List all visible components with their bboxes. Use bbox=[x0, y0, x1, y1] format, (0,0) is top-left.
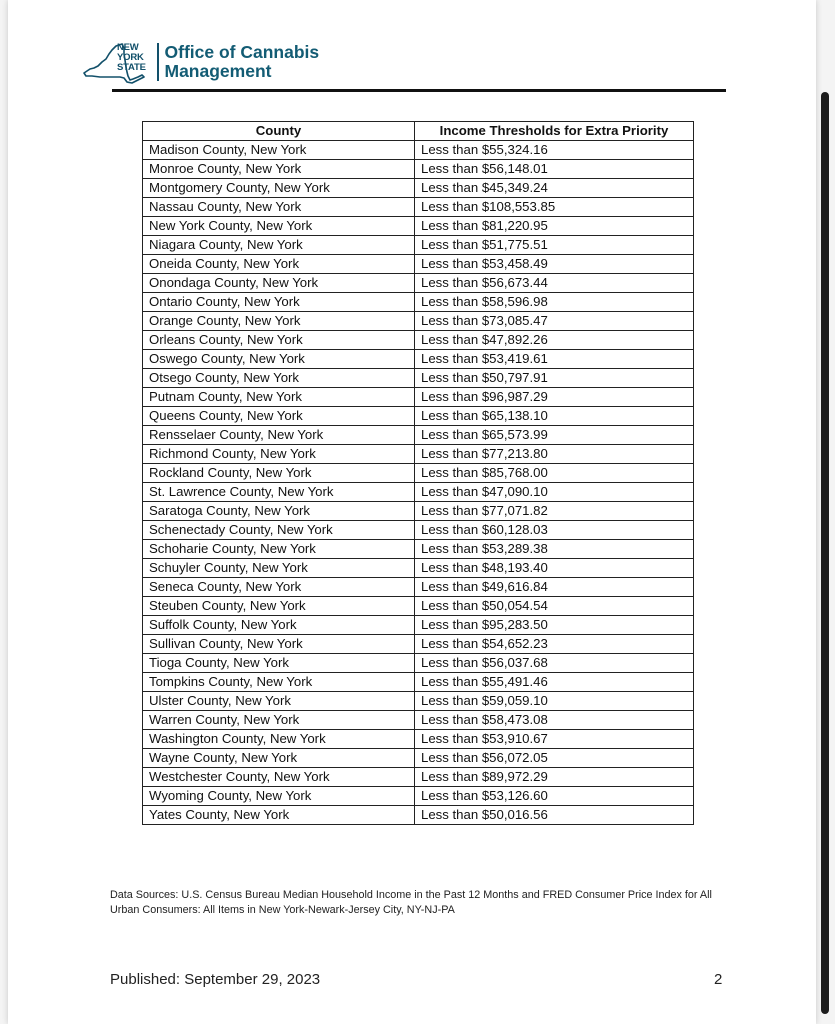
income-threshold-cell: Less than $108,553.85 bbox=[415, 198, 694, 217]
table-row bbox=[143, 559, 694, 578]
table-row bbox=[143, 198, 694, 217]
table-row bbox=[143, 711, 694, 730]
income-threshold-cell: Less than $47,090.10 bbox=[415, 483, 694, 502]
table-body bbox=[143, 141, 694, 825]
logo-text bbox=[117, 43, 146, 73]
county-cell: Wyoming County, New York bbox=[143, 787, 415, 806]
county-cell: St. Lawrence County, New York bbox=[143, 483, 415, 502]
table-row bbox=[143, 255, 694, 274]
income-threshold-cell: Less than $45,349.24 bbox=[415, 179, 694, 198]
table-row bbox=[143, 407, 694, 426]
income-threshold-cell: Less than $54,652.23 bbox=[415, 635, 694, 654]
income-threshold-cell: Less than $56,037.68 bbox=[415, 654, 694, 673]
county-cell: Tioga County, New York bbox=[143, 654, 415, 673]
table-row bbox=[143, 141, 694, 160]
table-row bbox=[143, 787, 694, 806]
county-cell: Rensselaer County, New York bbox=[143, 426, 415, 445]
income-threshold-cell: Less than $49,616.84 bbox=[415, 578, 694, 597]
table-row bbox=[143, 635, 694, 654]
column-header-income: Income Thresholds for Extra Priority bbox=[415, 122, 694, 141]
table-row bbox=[143, 540, 694, 559]
scrollbar[interactable] bbox=[821, 92, 829, 1014]
income-threshold-cell: Less than $50,016.56 bbox=[415, 806, 694, 825]
table-row bbox=[143, 293, 694, 312]
income-threshold-cell: Less than $50,054.54 bbox=[415, 597, 694, 616]
logo-line-new: NEW bbox=[117, 42, 139, 53]
table-row bbox=[143, 160, 694, 179]
table-row bbox=[143, 597, 694, 616]
table-row bbox=[143, 692, 694, 711]
table-row bbox=[143, 331, 694, 350]
table-row bbox=[143, 274, 694, 293]
table-row bbox=[143, 236, 694, 255]
county-cell: Tompkins County, New York bbox=[143, 673, 415, 692]
income-threshold-cell: Less than $47,892.26 bbox=[415, 331, 694, 350]
income-threshold-table bbox=[142, 121, 694, 825]
table-row bbox=[143, 616, 694, 635]
income-threshold-cell: Less than $85,768.00 bbox=[415, 464, 694, 483]
income-threshold-cell: Less than $56,072.05 bbox=[415, 749, 694, 768]
county-cell: Otsego County, New York bbox=[143, 369, 415, 388]
table-row bbox=[143, 768, 694, 787]
income-threshold-cell: Less than $89,972.29 bbox=[415, 768, 694, 787]
header-divider bbox=[157, 43, 159, 81]
county-cell: Westchester County, New York bbox=[143, 768, 415, 787]
logo-line-york: YORK bbox=[117, 52, 144, 63]
income-threshold-cell: Less than $58,473.08 bbox=[415, 711, 694, 730]
table-row bbox=[143, 806, 694, 825]
income-threshold-cell: Less than $48,193.40 bbox=[415, 559, 694, 578]
income-threshold-cell: Less than $77,071.82 bbox=[415, 502, 694, 521]
income-threshold-cell: Less than $56,673.44 bbox=[415, 274, 694, 293]
table-row bbox=[143, 502, 694, 521]
income-threshold-cell: Less than $53,458.49 bbox=[415, 255, 694, 274]
new-york-state-logo bbox=[80, 40, 155, 84]
income-threshold-cell: Less than $73,085.47 bbox=[415, 312, 694, 331]
table-row bbox=[143, 312, 694, 331]
income-threshold-cell: Less than $53,289.38 bbox=[415, 540, 694, 559]
table-header-row bbox=[143, 122, 694, 141]
county-cell: Schenectady County, New York bbox=[143, 521, 415, 540]
income-threshold-cell: Less than $53,126.60 bbox=[415, 787, 694, 806]
income-threshold-cell: Less than $55,491.46 bbox=[415, 673, 694, 692]
county-cell: Washington County, New York bbox=[143, 730, 415, 749]
county-cell: Niagara County, New York bbox=[143, 236, 415, 255]
income-threshold-cell: Less than $60,128.03 bbox=[415, 521, 694, 540]
income-threshold-cell: Less than $95,283.50 bbox=[415, 616, 694, 635]
table-row bbox=[143, 179, 694, 198]
income-threshold-cell: Less than $81,220.95 bbox=[415, 217, 694, 236]
county-cell: Schoharie County, New York bbox=[143, 540, 415, 559]
county-cell: Ontario County, New York bbox=[143, 293, 415, 312]
income-threshold-cell: Less than $65,138.10 bbox=[415, 407, 694, 426]
income-threshold-cell: Less than $53,419.61 bbox=[415, 350, 694, 369]
income-threshold-cell: Less than $96,987.29 bbox=[415, 388, 694, 407]
income-threshold-cell: Less than $58,596.98 bbox=[415, 293, 694, 312]
table-row bbox=[143, 464, 694, 483]
county-cell: Monroe County, New York bbox=[143, 160, 415, 179]
data-sources-note: Data Sources: U.S. Census Bureau Median Household Income in the Past 12 Months and FRED Consumer Price Index for All Urban Consumers: All Items in New York-Newark-Jersey City, NY-NJ-PA bbox=[110, 889, 712, 916]
header bbox=[80, 40, 319, 84]
county-cell: Saratoga County, New York bbox=[143, 502, 415, 521]
county-cell: Seneca County, New York bbox=[143, 578, 415, 597]
table-row bbox=[143, 673, 694, 692]
county-cell: Queens County, New York bbox=[143, 407, 415, 426]
county-cell: Suffolk County, New York bbox=[143, 616, 415, 635]
county-cell: Orleans County, New York bbox=[143, 331, 415, 350]
county-cell: New York County, New York bbox=[143, 217, 415, 236]
table-row bbox=[143, 388, 694, 407]
county-cell: Orange County, New York bbox=[143, 312, 415, 331]
county-cell: Montgomery County, New York bbox=[143, 179, 415, 198]
county-cell: Warren County, New York bbox=[143, 711, 415, 730]
county-cell: Rockland County, New York bbox=[143, 464, 415, 483]
county-cell: Steuben County, New York bbox=[143, 597, 415, 616]
table-row bbox=[143, 217, 694, 236]
table-row bbox=[143, 578, 694, 597]
table-row bbox=[143, 369, 694, 388]
income-threshold-cell: Less than $65,573.99 bbox=[415, 426, 694, 445]
income-threshold-cell: Less than $55,324.16 bbox=[415, 141, 694, 160]
column-header-county: County bbox=[143, 122, 415, 141]
county-cell: Oneida County, New York bbox=[143, 255, 415, 274]
income-threshold-cell: Less than $50,797.91 bbox=[415, 369, 694, 388]
header-rule bbox=[112, 89, 726, 92]
county-cell: Wayne County, New York bbox=[143, 749, 415, 768]
published-date: Published: September 29, 2023 bbox=[110, 971, 321, 988]
office-name-line1: Office of Cannabis bbox=[164, 42, 320, 62]
county-cell: Yates County, New York bbox=[143, 806, 415, 825]
table-row bbox=[143, 749, 694, 768]
table-row bbox=[143, 426, 694, 445]
county-cell: Onondaga County, New York bbox=[143, 274, 415, 293]
page-number: 2 bbox=[714, 971, 723, 988]
county-cell: Schuyler County, New York bbox=[143, 559, 415, 578]
county-cell: Richmond County, New York bbox=[143, 445, 415, 464]
table-row bbox=[143, 483, 694, 502]
county-cell: Sullivan County, New York bbox=[143, 635, 415, 654]
table-row bbox=[143, 445, 694, 464]
table-row bbox=[143, 350, 694, 369]
income-threshold-cell: Less than $53,910.67 bbox=[415, 730, 694, 749]
county-cell: Oswego County, New York bbox=[143, 350, 415, 369]
county-cell: Nassau County, New York bbox=[143, 198, 415, 217]
income-threshold-cell: Less than $77,213.80 bbox=[415, 445, 694, 464]
office-name bbox=[165, 43, 320, 81]
income-threshold-cell: Less than $59,059.10 bbox=[415, 692, 694, 711]
county-cell: Putnam County, New York bbox=[143, 388, 415, 407]
logo-line-state: STATE bbox=[117, 62, 146, 73]
income-threshold-cell: Less than $51,775.51 bbox=[415, 236, 694, 255]
county-cell: Madison County, New York bbox=[143, 141, 415, 160]
income-threshold-cell: Less than $56,148.01 bbox=[415, 160, 694, 179]
office-name-line2: Management bbox=[164, 61, 272, 81]
table-row bbox=[143, 521, 694, 540]
table-row bbox=[143, 730, 694, 749]
table-row bbox=[143, 654, 694, 673]
county-cell: Ulster County, New York bbox=[143, 692, 415, 711]
